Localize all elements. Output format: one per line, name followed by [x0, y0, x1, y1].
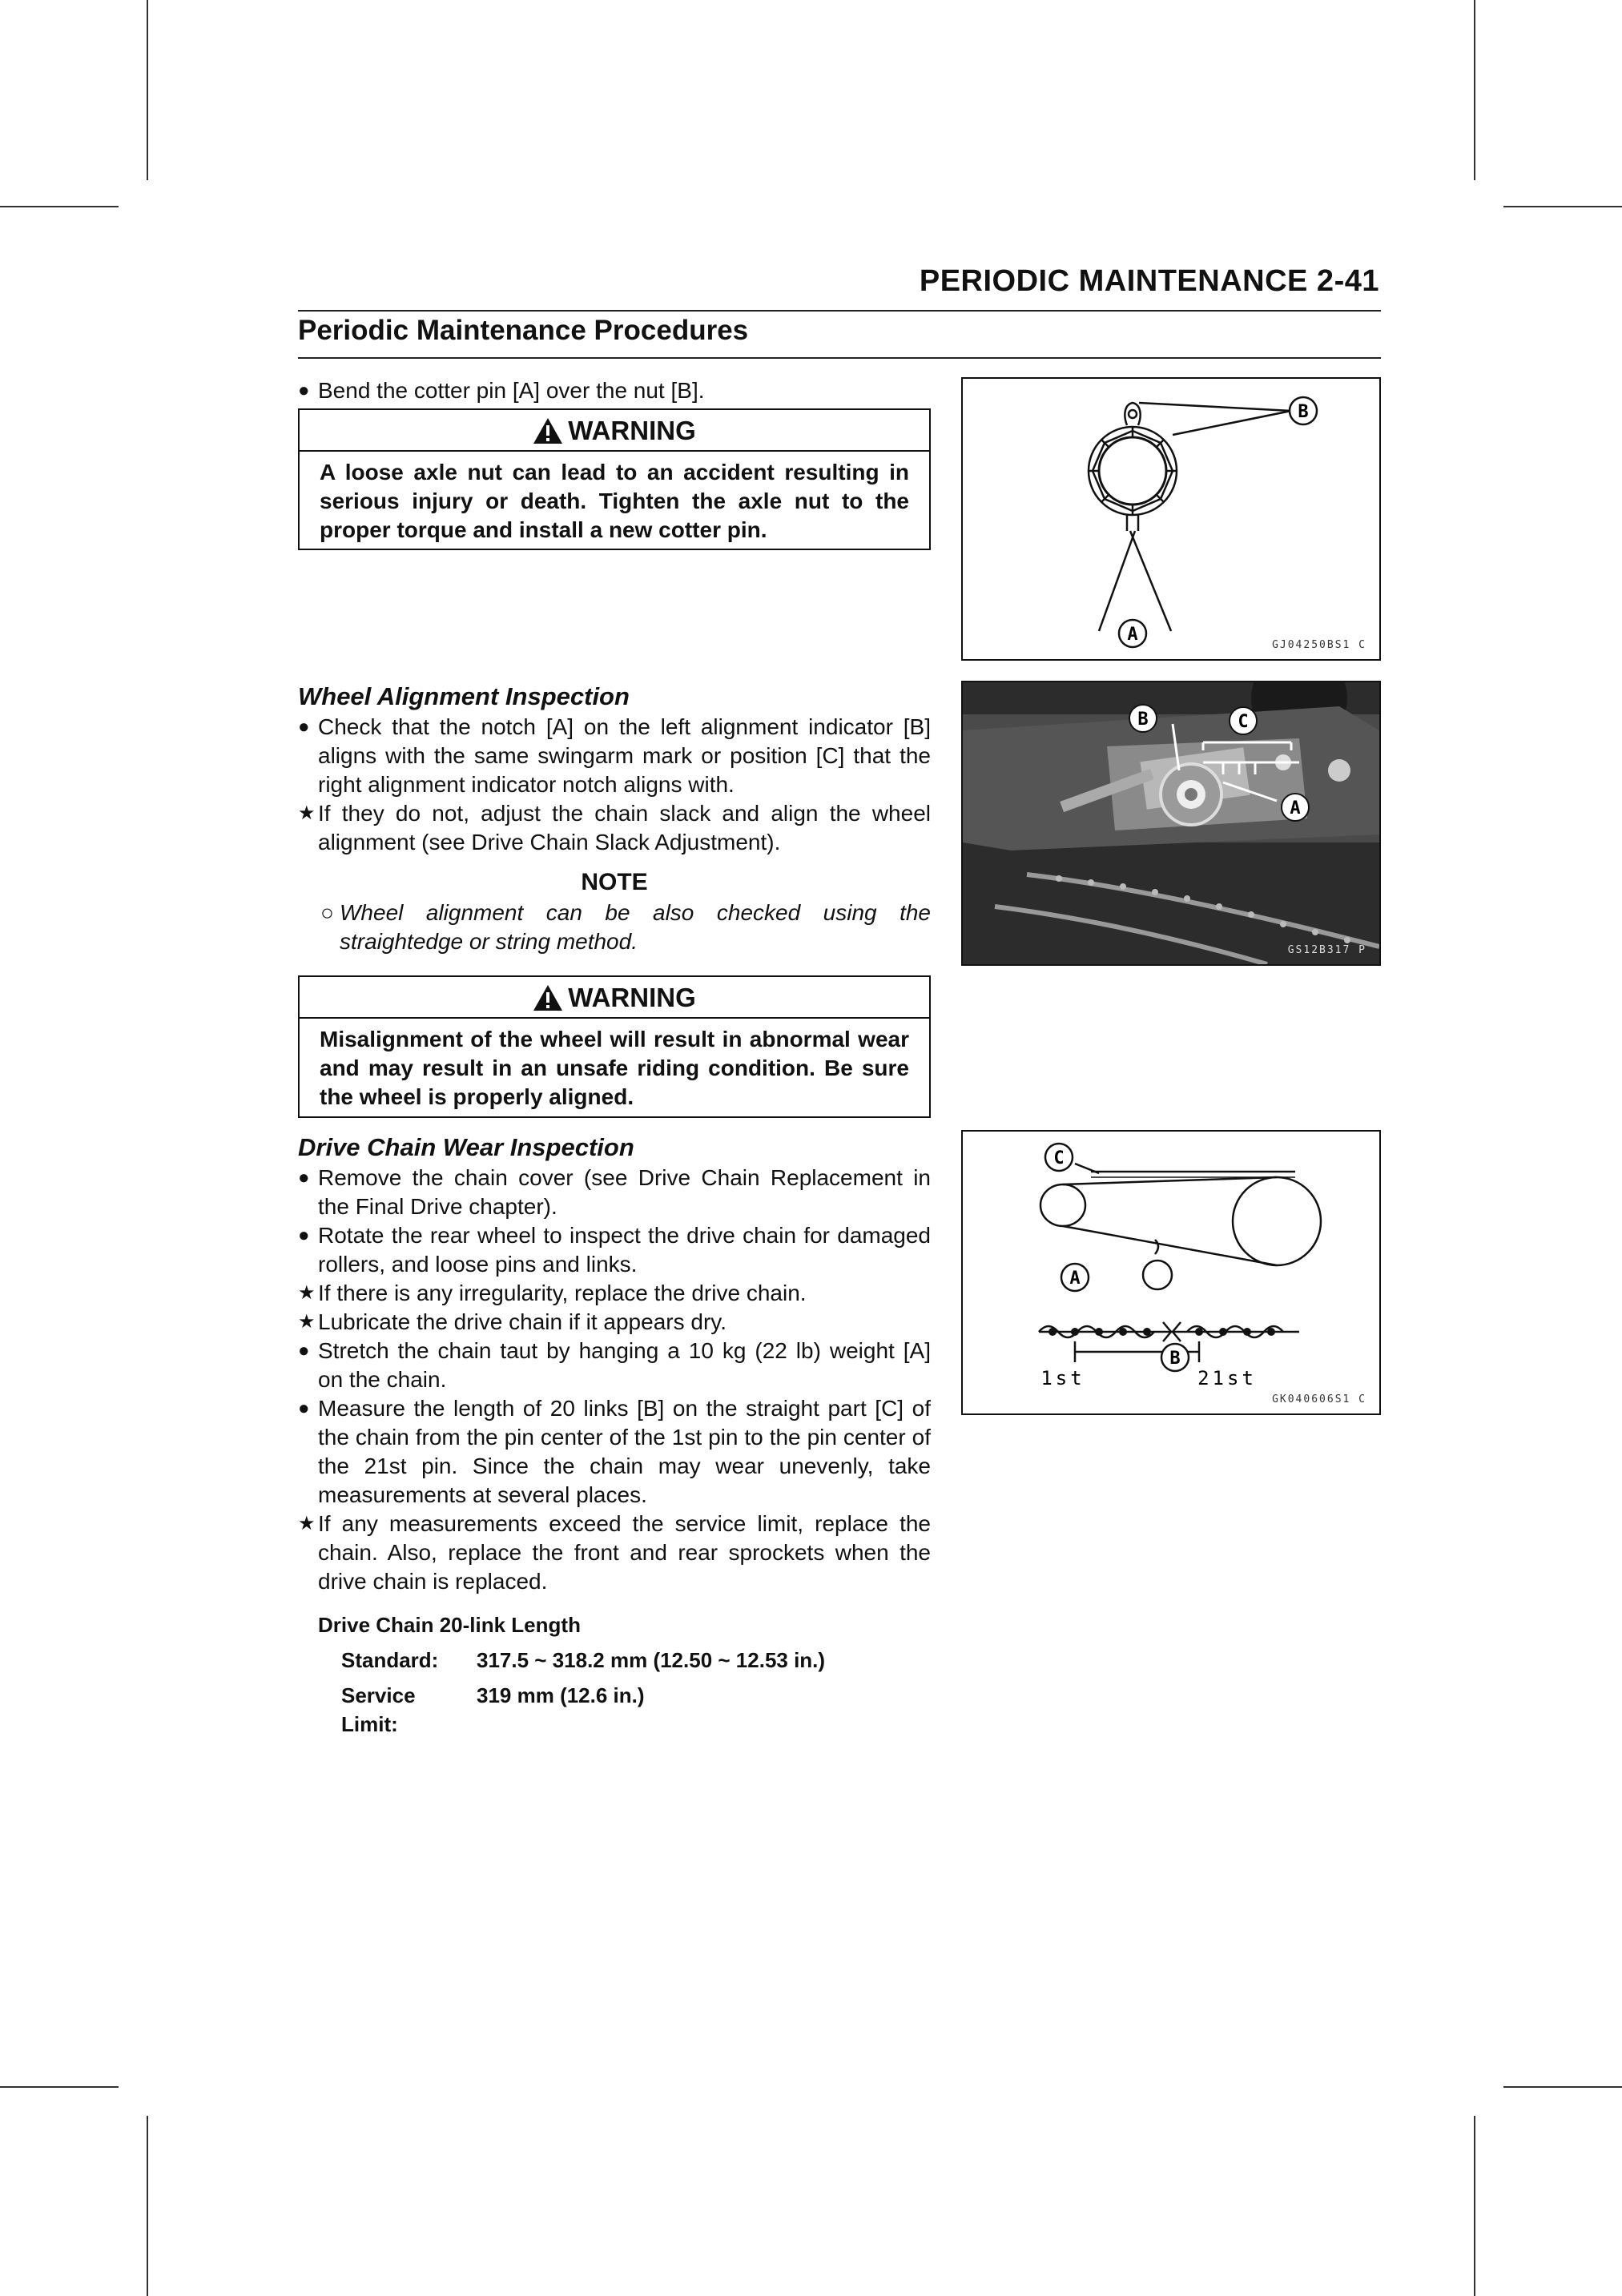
crop-mark: [0, 2086, 119, 2088]
star-icon: ★: [298, 1282, 316, 1304]
spec-row-standard: [318, 1646, 931, 1675]
figure-code: GK040606S1 C: [1272, 1393, 1366, 1405]
list-item: ★ Lubricate the drive chain if it appears dry.: [298, 1308, 931, 1337]
chain-wear-section: [298, 1132, 931, 1739]
section-rule: [298, 357, 1381, 359]
spec-row-limit: [318, 1681, 931, 1739]
list-item: ★ If there is any irregularity, replace the drive chain.: [298, 1279, 931, 1308]
list-item: ● Bend the cotter pin [A] over the nut [B].: [298, 376, 931, 405]
label-21st: 21st: [1197, 1367, 1257, 1389]
bullet-icon: ●: [298, 1167, 310, 1188]
warning-heading: WARNING: [300, 410, 929, 452]
warning-heading: WARNING: [300, 977, 929, 1019]
wheel-alignment-section: [298, 681, 931, 956]
label-b: B: [1137, 710, 1149, 730]
crop-mark: [1474, 2116, 1475, 2296]
spec-label: Service Limit:: [341, 1683, 416, 1736]
list-item: ★ If they do not, adjust the chain slack and align the wheel alignment (see Drive Chain Slack Adjustment).: [298, 801, 931, 854]
bullet-icon: ●: [298, 380, 310, 401]
figure-code: GS12B317 P: [1287, 944, 1366, 956]
label-a: A: [1290, 798, 1301, 818]
label-1st: 1st: [1040, 1367, 1085, 1389]
list-item: ● Measure the length of 20 links [B] on the straight part [C] of the chain from the pin center of the 1st pin to the pin center of the 21st pin. Since the chain may wear unevenly, take measurements at several places.: [298, 1396, 931, 1507]
warning-box: [298, 975, 931, 1118]
list-item: ● Remove the chain cover (see Drive Chain Replacement in the Final Drive chapter).: [298, 1165, 931, 1219]
note-item: ○ Wheel alignment can be also checked using the straightedge or string method.: [320, 900, 931, 954]
spec-value: 317.5 ~ 318.2 mm (12.50 ~ 12.53 in.): [477, 1648, 826, 1672]
note-heading: NOTE: [581, 869, 648, 895]
star-icon: ★: [298, 1311, 316, 1333]
spec-value: 319 mm (12.6 in.): [477, 1683, 645, 1707]
alignment-photo: [963, 682, 1379, 964]
label-c: C: [1053, 1148, 1065, 1168]
figure-alignment-photo: [961, 681, 1381, 966]
crop-mark: [1503, 206, 1622, 207]
cotter-pin-diagram: [963, 379, 1379, 659]
warning-box: [298, 408, 931, 550]
list-item: ★ If any measurements exceed the service limit, replace the chain. Also, replace the front and rear sprockets when the drive chain is replaced.: [298, 1511, 931, 1594]
circle-bullet-icon: ○: [320, 900, 334, 925]
bullet-icon: ●: [298, 1397, 310, 1419]
label-a: A: [1127, 625, 1138, 645]
star-icon: ★: [298, 1513, 316, 1534]
crop-mark: [147, 0, 148, 180]
chain-measure-diagram: [963, 1132, 1379, 1413]
intro-block: [298, 376, 931, 405]
crop-mark: [0, 206, 119, 207]
label-c: C: [1238, 712, 1249, 732]
label-b: B: [1169, 1349, 1181, 1369]
warning-text: Misalignment of the wheel will result in abnormal wear and may result in an unsafe riding condition. Be sure the wheel is properly aligned.: [320, 1027, 909, 1109]
subsection-title: Wheel Alignment Inspection: [298, 682, 630, 710]
spec-title: Drive Chain 20-link Length: [318, 1613, 581, 1637]
chapter-title: PERIODIC MAINTENANCE 2-41: [919, 264, 1379, 298]
bullet-icon: ●: [298, 716, 310, 738]
spec-label: Standard:: [341, 1648, 439, 1672]
figure-chain-measure: [961, 1130, 1381, 1415]
bullet-icon: ●: [298, 1224, 310, 1246]
crop-mark: [1474, 0, 1475, 180]
warning-triangle-icon: [533, 417, 563, 444]
list-item: ● Stretch the chain taut by hanging a 10 kg (22 lb) weight [A] on the chain.: [298, 1338, 931, 1392]
spec-block: [298, 1610, 931, 1739]
crop-mark: [147, 2116, 148, 2296]
section-title: Periodic Maintenance Procedures: [298, 315, 749, 346]
figure-code: GJ04250BS1 C: [1272, 639, 1366, 651]
label-a: A: [1069, 1269, 1081, 1289]
figure-cotter-pin: [961, 377, 1381, 661]
label-b: B: [1298, 402, 1309, 422]
warning-text: A loose axle nut can lead to an accident resulting in serious injury or death. Tighten the axle nut to the proper torque and install a new cotter pin.: [320, 460, 909, 542]
bullet-icon: ●: [298, 1340, 310, 1361]
subsection-title: Drive Chain Wear Inspection: [298, 1133, 634, 1161]
header-rule: [298, 310, 1381, 312]
warning-triangle-icon: [533, 984, 563, 1011]
star-icon: ★: [298, 802, 316, 824]
list-item: ● Check that the notch [A] on the left alignment indicator [B] aligns with the same swingarm mark or position [C] that the right alignment indicator notch aligns with.: [298, 714, 931, 797]
list-item: ● Rotate the rear wheel to inspect the drive chain for damaged rollers, and loose pins and links.: [298, 1223, 931, 1277]
crop-mark: [1503, 2086, 1622, 2088]
